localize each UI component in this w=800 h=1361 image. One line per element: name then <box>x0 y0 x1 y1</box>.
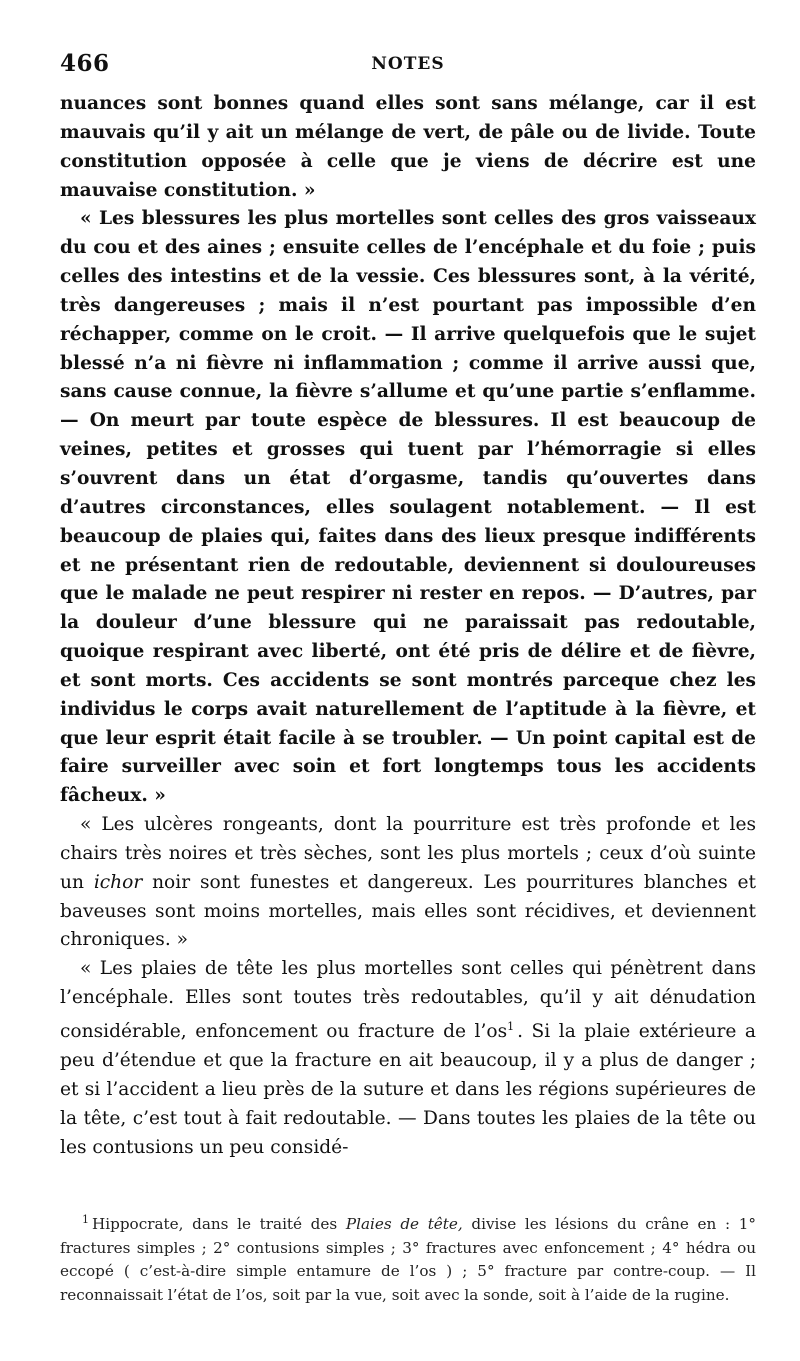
main-text <box>60 90 756 1162</box>
footnote-mark: 1 <box>82 1213 89 1227</box>
ulcers-text-start: « Les ulcères rongeants, dont la pourriture est très profonde et les chairs très noires et très sèches, sont les plus mortels ; ceux d’où suinte un <box>60 814 756 893</box>
head-wounds-text-end: . Si la plaie extérieure a peu d’étendue et que la fracture en ait beaucoup, il y a plus de danger ; et si l’accident a lieu près de la suture et dans les régions supérieures de la tête, c’est tout à fait redoutable. — Dans toutes les plaies de la tête ou les contusions un peu considé- <box>60 1021 756 1158</box>
footnote-reference: 1 <box>507 1020 515 1033</box>
page-header <box>60 44 756 84</box>
running-title: NOTES <box>371 54 445 74</box>
footnote-text-end: divise les lésions du crâne en : 1° fractures simples ; 2° contusions simples ; 3° fractures avec enfoncement ; 4° hédra ou eccopé ( c’est-à-dire simple entamure de l’os ) ; 5° fracture par contre-coup. — Il reconnaissait l’état de l’os, soit par la vue, soit avec la sonde, soit à l’aide de la rugine. <box>60 1215 756 1304</box>
paragraph-continuation: nuances sont bonnes quand elles sont sans mélange, car il est mauvais qu’il y ait un mélange de vert, de pâle ou de livide. Toute constitution opposée à celle que je viens de décrire est une mauvaise constitution. » <box>60 93 756 201</box>
footnotes <box>60 1208 756 1307</box>
head-wounds-text-start: « Les plaies de tête les plus mortelles sont celles qui pénètrent dans l’encéphale. Elles sont toutes très redoutables, qu’il y ait dénudation considérable, enfoncement ou fracture de l’os <box>60 958 756 1043</box>
footnote-italic-title: Plaies de tête, <box>345 1215 463 1234</box>
footnote-1 <box>60 1208 756 1307</box>
ulcers-italic-term: ichor <box>93 871 143 893</box>
ulcers-text-end: noir sont funestes et dangereux. Les pourritures blanches et baveuses sont moins mortelles, mais elles sont récidives, et deviennent chroniques. » <box>60 871 756 951</box>
paragraph-head-wounds <box>60 955 756 1162</box>
paragraph-wounds: « Les blessures les plus mortelles sont celles des gros vaisseaux du cou et des aines ; ensuite celles de l’encéphale et du foie ; puis celles des intestins et de la vessie. Ces blessures sont, à la vérité, très dangereuses ; mais il n’est pourtant pas impossible d’en réchapper, comme on le croit. — Il arrive quelquefois que le sujet blessé n’a ni fièvre ni inflammation ; comme il arrive aussi que, sans cause connue, la fièvre s’allume et qu’une partie s’enflamme. — On meurt par toute espèce de blessures. Il est beaucoup de veines, petites et grosses qui tuent par l’hémorragie si elles s’ouvrent dans un état d’orgasme, tandis qu’ouvertes dans d’autres circonstances, elles soulagent notablement. — Il est beaucoup de plaies qui, faites dans des lieux presque indifférents et ne présentant rien de redoutable, deviennent si douloureuses que le malade ne peut respirer ni rester en repos. — D’autres, par la douleur d’une blessure qui ne paraissait pas redoutable, quoique respirant avec liberté, ont été pris de délire et de fièvre, et sont morts. Ces accidents se sont montrés parceque chez les individus le corps avait naturellement de l’aptitude à la fièvre, et que leur esprit était facile à se troubler. — Un point capital est de faire surveiller avec soin et fort longtemps tous les accidents fâcheux. » <box>60 208 756 807</box>
page-number: 466 <box>60 50 110 77</box>
footnote-text-start: Hippocrate, dans le traité des <box>92 1215 346 1234</box>
paragraph-ulcers <box>60 811 756 955</box>
